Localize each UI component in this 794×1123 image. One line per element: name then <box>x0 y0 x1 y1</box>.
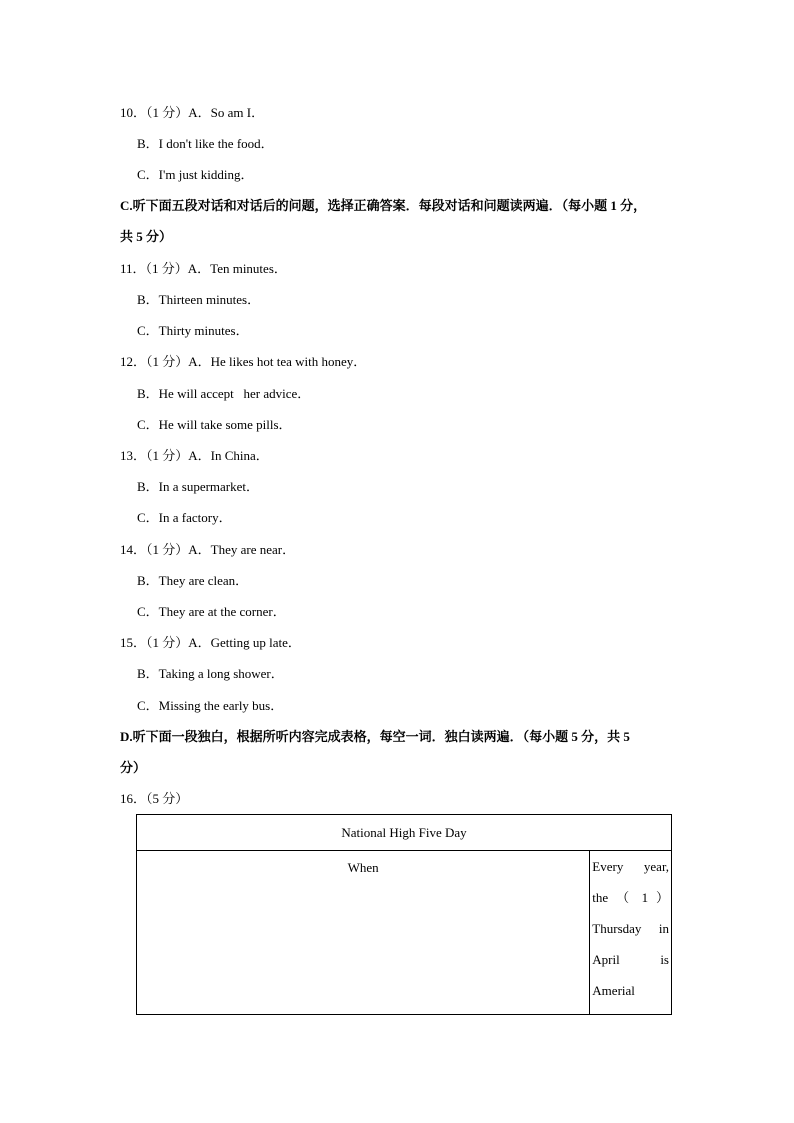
question-13-stem: 13．（1 分）A．In China． <box>120 448 269 463</box>
table-title: National High Five Day <box>137 815 672 851</box>
value-line: Amerial <box>592 983 635 998</box>
question-14-option-b: B．They are clean． <box>137 573 249 588</box>
section-c-instructions-line1: C.听下面五段对话和对话后的问题，选择正确答案．每段对话和问题读两遍．（每小题 1 分， <box>120 198 647 213</box>
question-10-option-b: B．I don't like the food． <box>137 136 274 151</box>
question-10-stem: 10．（1 分）A．So am I． <box>120 105 265 120</box>
question-13-option-c: C．In a factory． <box>137 510 232 525</box>
question-11-stem: 11．（1 分）A．Ten minutes． <box>120 261 287 276</box>
question-11-option-b: B．Thirteen minutes． <box>137 292 261 307</box>
high-five-day-table <box>136 814 672 1015</box>
table-value-cell <box>590 851 672 1015</box>
question-15-option-b: B．Taking a long shower． <box>137 666 284 681</box>
question-16-stem: 16．（5 分） <box>120 791 189 806</box>
value-line: Thursday in <box>592 921 669 936</box>
question-12-option-b: B．He will accept her advice． <box>137 386 311 401</box>
question-15-stem: 15．（1 分）A．Getting up late． <box>120 635 301 650</box>
value-line: Every year, <box>592 859 669 874</box>
question-11-option-c: C．Thirty minutes． <box>137 323 249 338</box>
question-12-option-c: C．He will take some pills． <box>137 417 292 432</box>
question-14-stem: 14．（1 分）A．They are near． <box>120 542 296 557</box>
question-12-stem: 12．（1 分）A．He likes hot tea with honey． <box>120 354 367 369</box>
table-row-label-when: When <box>137 851 590 1015</box>
value-line: April is <box>592 952 669 967</box>
value-line-blank-1[interactable]: the （ 1 ） <box>592 890 669 905</box>
section-d-instructions-line1: D.听下面一段独白，根据所听内容完成表格，每空一词．独白读两遍．（每小题 5 分，共 5 <box>120 729 630 744</box>
section-c-instructions-line2: 共 5 分） <box>120 229 173 244</box>
question-13-option-b: B．In a supermarket． <box>137 479 260 494</box>
section-d-instructions-line2: 分） <box>120 760 147 775</box>
question-14-option-c: C．They are at the corner． <box>137 604 286 619</box>
question-15-option-c: C．Missing the early bus． <box>137 698 284 713</box>
question-10-option-c: C．I'm just kidding． <box>137 167 254 182</box>
